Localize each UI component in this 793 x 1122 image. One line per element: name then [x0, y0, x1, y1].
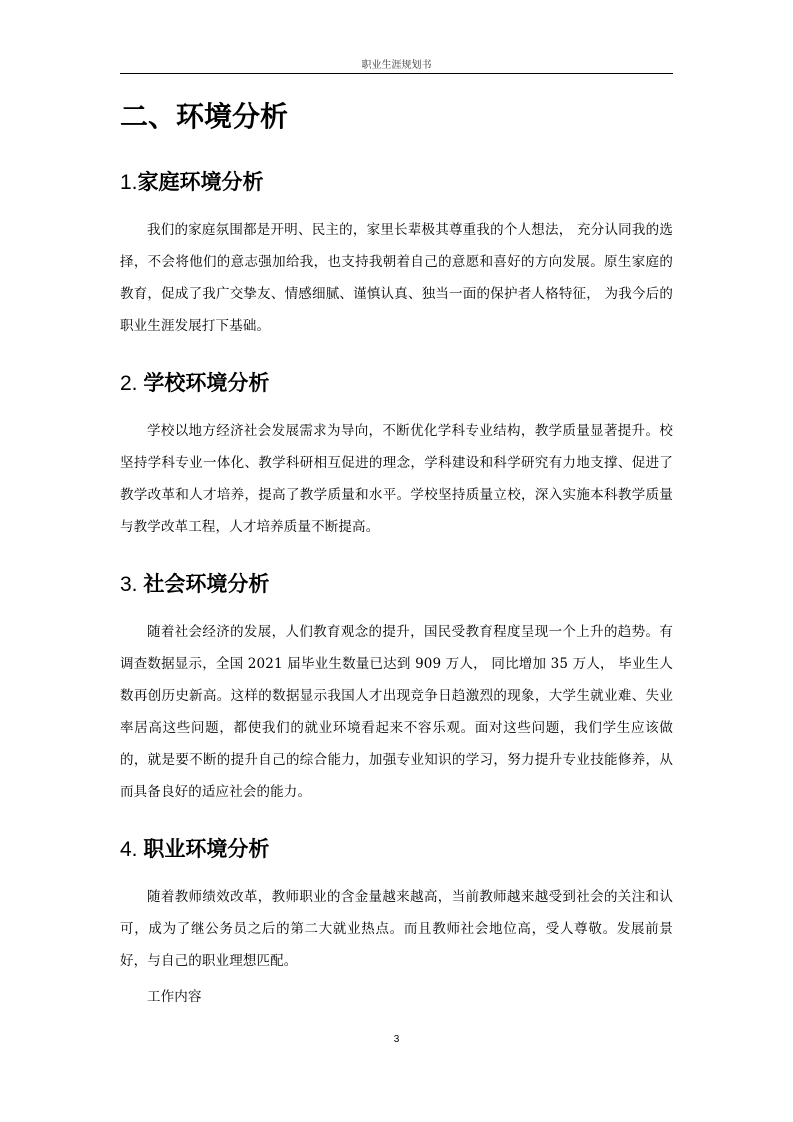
section-paragraph: 随着社会经济的发展，人们教育观念的提升，国民受教育程度呈现一个上升的趋势。有调查数据显示，全国 2021 届毕业生数量已达到 909 万人， 同比增加 35 万人， 毕业生人数再创历史新高。这样的数据显示我国人才出现竞争日趋激烈的现象，大学生就业难、失业率居高这些问题，都使我们的就业环境看起来不容乐观。面对这些问题，我们学生应该做的，就是要不断的提升自己的综合能力，加强专业知识的学习，努力提升专业技能修养，从而具备良好的适应社会的能力。 — [120, 624, 673, 800]
section-title: 学校环境分析 — [143, 371, 270, 395]
section-family — [120, 167, 673, 342]
section-heading — [120, 167, 673, 198]
section-paragraph: 随着教师绩效改革，教师职业的含金量越来越高，当前教师越来越受到社会的关注和认可，成为了继公务员之后的第二大就业热点。而且教师社会地位高，受人尊敬。发展前景好，与自己的职业理想匹配。 — [120, 889, 673, 969]
section-heading — [120, 834, 673, 865]
trailing-paragraph: 工作内容 — [147, 989, 202, 1005]
section-number: 3. — [120, 573, 144, 596]
page-header: 职业生涯规划书 — [361, 60, 432, 71]
section-career — [120, 834, 673, 1013]
page-body — [120, 92, 673, 1013]
section-heading — [120, 368, 673, 399]
section-school — [120, 368, 673, 543]
section-paragraph: 学校以地方经济社会发展需求为导向，不断优化学科专业结构，教学质量显著提升。校坚持学科专业一体化、教学科研相互促进的理念，学科建设和科学研究有力地支撑、促进了教学改革和人才培养，提高了教学质量和水平。学校坚持质量立校，深入实施本科教学质量与教学改革工程，人才培养质量不断提高。 — [120, 423, 673, 535]
section-title: 职业环境分析 — [143, 837, 270, 861]
chapter-title: 二、环境分析 — [120, 100, 289, 133]
section-paragraph: 我们的家庭氛围都是开明、民主的，家里长辈极其尊重我的个人想法， 充分认同我的选择，不会将他们的意志强加给我，也支持我朝着自己的意愿和喜好的方向发展。原生家庭的教育，促成了我广交挚友、情感细腻、谨慎认真、独当一面的保护者人格特征， 为我今后的职业生涯发展打下基础。 — [120, 222, 673, 334]
section-number: 1. — [120, 171, 138, 194]
section-title: 社会环境分析 — [143, 572, 270, 596]
section-number: 4. — [120, 838, 144, 861]
section-society — [120, 569, 673, 808]
header-divider — [120, 73, 673, 74]
section-number: 2. — [120, 372, 144, 395]
section-heading — [120, 569, 673, 600]
section-title: 家庭环境分析 — [137, 170, 264, 194]
page-number: 3 — [393, 1034, 400, 1045]
